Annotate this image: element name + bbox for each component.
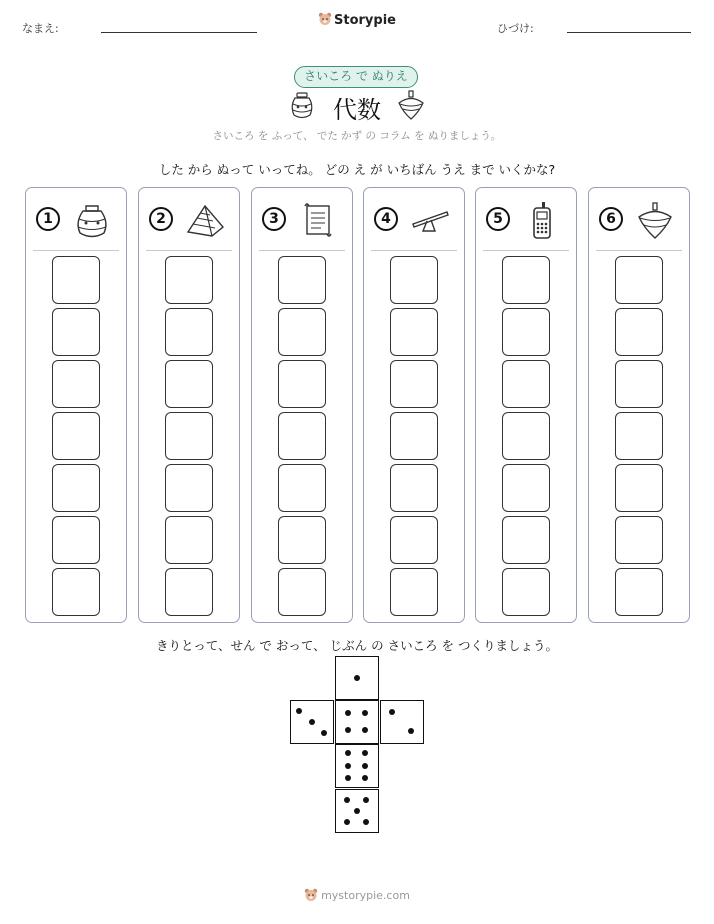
cut-instruction: きりとって、せん で おって、 じぶん の さいころ を つくりましょう。 bbox=[155, 638, 559, 653]
title-row bbox=[0, 90, 714, 124]
coloring-box[interactable] bbox=[278, 360, 326, 408]
die-pip bbox=[344, 819, 350, 825]
coloring-box[interactable] bbox=[278, 412, 326, 460]
column-divider bbox=[596, 250, 682, 251]
coloring-box[interactable] bbox=[502, 256, 550, 304]
column-header bbox=[364, 188, 464, 250]
coloring-box[interactable] bbox=[390, 516, 438, 564]
die-face-1 bbox=[335, 656, 379, 700]
coloring-box[interactable] bbox=[278, 308, 326, 356]
coloring-box[interactable] bbox=[502, 308, 550, 356]
column-number: 2 bbox=[149, 207, 173, 231]
column-4 bbox=[363, 187, 465, 623]
die-pip bbox=[309, 719, 315, 725]
coloring-box[interactable] bbox=[165, 516, 213, 564]
coloring-box[interactable] bbox=[165, 464, 213, 512]
phone-icon bbox=[522, 200, 562, 240]
column-number: 3 bbox=[262, 207, 286, 231]
footer bbox=[0, 888, 714, 902]
coloring-box[interactable] bbox=[278, 516, 326, 564]
coloring-box[interactable] bbox=[52, 308, 100, 356]
die-pip bbox=[321, 730, 327, 736]
coloring-box[interactable] bbox=[165, 568, 213, 616]
seesaw-icon bbox=[410, 200, 450, 240]
die-pip bbox=[296, 708, 302, 714]
bear-logo-icon bbox=[304, 888, 318, 902]
category-badge: さいころ で ぬりえ bbox=[294, 66, 418, 88]
die-pip bbox=[345, 775, 351, 781]
coloring-box[interactable] bbox=[278, 568, 326, 616]
scroll-icon bbox=[298, 200, 338, 240]
coloring-box[interactable] bbox=[502, 464, 550, 512]
column-divider bbox=[483, 250, 569, 251]
coloring-box[interactable] bbox=[502, 516, 550, 564]
brand-logo bbox=[0, 12, 714, 28]
die-face-3 bbox=[290, 700, 334, 744]
page-title: 代数 bbox=[333, 96, 381, 124]
date-line[interactable] bbox=[567, 32, 691, 33]
die-pip bbox=[362, 775, 368, 781]
column-number: 4 bbox=[374, 207, 398, 231]
spinning-top-icon bbox=[635, 200, 675, 240]
die-pip bbox=[363, 797, 369, 803]
spinning-top-icon bbox=[397, 90, 425, 120]
die-face-5 bbox=[335, 789, 379, 833]
name-label: なまえ: bbox=[22, 22, 59, 35]
die-pip bbox=[362, 727, 368, 733]
column-5 bbox=[475, 187, 577, 623]
column-1 bbox=[25, 187, 127, 623]
coloring-box[interactable] bbox=[390, 256, 438, 304]
column-header bbox=[589, 188, 689, 250]
die-pip bbox=[345, 763, 351, 769]
die-pip bbox=[345, 710, 351, 716]
coloring-box[interactable] bbox=[615, 308, 663, 356]
column-divider bbox=[146, 250, 232, 251]
coloring-box[interactable] bbox=[52, 412, 100, 460]
coloring-box[interactable] bbox=[615, 412, 663, 460]
name-line[interactable] bbox=[101, 32, 257, 33]
coloring-box[interactable] bbox=[390, 412, 438, 460]
footer-url[interactable]: mystorypie.com bbox=[321, 889, 410, 902]
die-pip bbox=[362, 763, 368, 769]
coloring-box[interactable] bbox=[52, 568, 100, 616]
coloring-box[interactable] bbox=[390, 360, 438, 408]
coloring-box[interactable] bbox=[615, 568, 663, 616]
coloring-box[interactable] bbox=[390, 464, 438, 512]
column-divider bbox=[33, 250, 119, 251]
column-divider bbox=[259, 250, 345, 251]
die-pip bbox=[354, 808, 360, 814]
coloring-box[interactable] bbox=[278, 256, 326, 304]
coloring-box[interactable] bbox=[52, 516, 100, 564]
column-number: 6 bbox=[599, 207, 623, 231]
column-6 bbox=[588, 187, 690, 623]
coloring-box[interactable] bbox=[615, 360, 663, 408]
date-label: ひづけ: bbox=[497, 22, 534, 35]
die-pip bbox=[362, 710, 368, 716]
die-pip bbox=[363, 819, 369, 825]
die-pip bbox=[345, 727, 351, 733]
coloring-box[interactable] bbox=[52, 464, 100, 512]
die-face-4 bbox=[335, 700, 379, 744]
column-header bbox=[26, 188, 126, 250]
die-pip bbox=[362, 750, 368, 756]
column-number: 5 bbox=[486, 207, 510, 231]
coloring-box[interactable] bbox=[615, 516, 663, 564]
coloring-box[interactable] bbox=[390, 308, 438, 356]
die-pip bbox=[354, 675, 360, 681]
brand-name: Storypie bbox=[334, 13, 396, 28]
coloring-box[interactable] bbox=[390, 568, 438, 616]
coloring-box[interactable] bbox=[502, 360, 550, 408]
coloring-box[interactable] bbox=[615, 256, 663, 304]
coloring-box[interactable] bbox=[165, 412, 213, 460]
coloring-box[interactable] bbox=[615, 464, 663, 512]
coloring-box[interactable] bbox=[278, 464, 326, 512]
pot-icon bbox=[72, 200, 112, 240]
column-number: 1 bbox=[36, 207, 60, 231]
die-face-2 bbox=[380, 700, 424, 744]
coloring-instruction: した から ぬって いってね。 どの え が いちばん うえ まで いくかな? bbox=[158, 162, 556, 177]
die-pip bbox=[345, 750, 351, 756]
column-3 bbox=[251, 187, 353, 623]
die-pip bbox=[408, 728, 414, 734]
die-pip bbox=[389, 709, 395, 715]
column-divider bbox=[371, 250, 457, 251]
coloring-box[interactable] bbox=[502, 412, 550, 460]
column-header bbox=[476, 188, 576, 250]
bear-logo-icon bbox=[318, 12, 332, 26]
coloring-box[interactable] bbox=[52, 256, 100, 304]
coloring-box[interactable] bbox=[165, 360, 213, 408]
column-header bbox=[139, 188, 239, 250]
coloring-box[interactable] bbox=[52, 360, 100, 408]
coloring-box[interactable] bbox=[165, 256, 213, 304]
subtitle: さいころ を ふって、 でた かず の コラム を ぬりましょう。 bbox=[212, 130, 502, 142]
column-header bbox=[252, 188, 352, 250]
column-2 bbox=[138, 187, 240, 623]
die-pip bbox=[344, 797, 350, 803]
die-face-6 bbox=[335, 744, 379, 788]
pyramid-icon bbox=[185, 200, 225, 240]
coloring-box[interactable] bbox=[165, 308, 213, 356]
coloring-box[interactable] bbox=[502, 568, 550, 616]
